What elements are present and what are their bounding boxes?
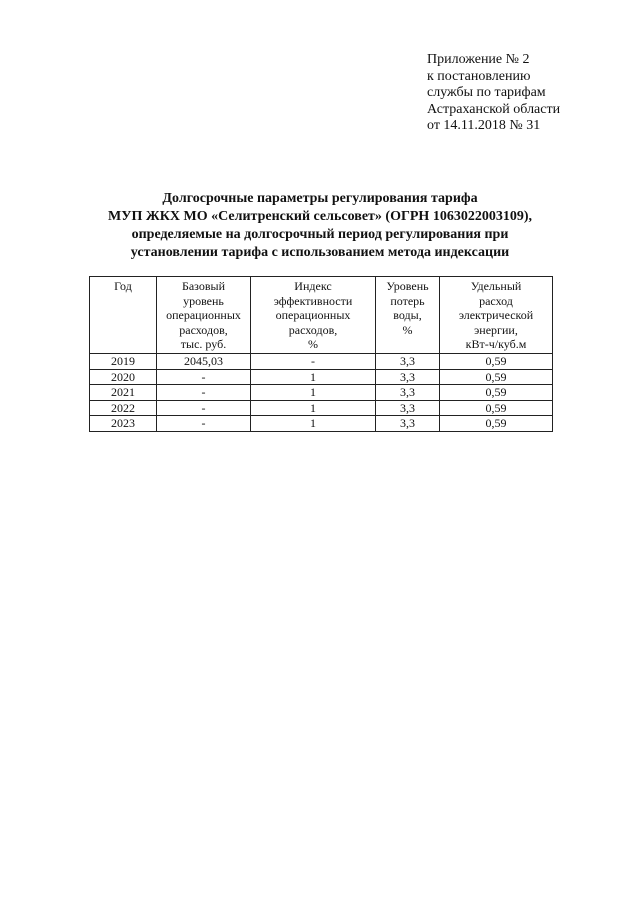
cell-year: 2019	[90, 354, 157, 370]
table-row	[90, 400, 553, 416]
table-header	[90, 277, 553, 354]
header-line: %	[402, 322, 413, 337]
appendix-line: к постановлению	[427, 68, 531, 84]
cell-water-loss: 3,3	[376, 385, 440, 401]
cell-energy-consumption: 0,59	[440, 385, 553, 401]
cell-water-loss: 3,3	[376, 416, 440, 432]
cell-efficiency-index: 1	[251, 369, 376, 385]
header-line: Год	[114, 279, 132, 293]
table-row	[90, 354, 553, 370]
table-row	[90, 385, 553, 401]
cell-base-opex: -	[157, 369, 251, 385]
header-line: %	[308, 337, 318, 351]
header-line: уровень	[183, 293, 224, 308]
header-row	[90, 277, 553, 354]
table-row	[90, 369, 553, 385]
title-line: Долгосрочные параметры регулирования тарифа	[162, 191, 478, 206]
header-line: Уровень	[386, 279, 429, 293]
title-line: МУП ЖКХ МО «Селитренский сельсовет» (ОГРН 1063022003109),	[108, 209, 532, 224]
header-line: операционных	[275, 308, 351, 322]
header-line: электрической	[458, 308, 534, 322]
table-body	[90, 354, 553, 432]
cell-year: 2023	[90, 416, 157, 432]
cell-water-loss: 3,3	[376, 369, 440, 385]
header-line: Базовый	[181, 279, 226, 293]
cell-base-opex: -	[157, 400, 251, 416]
cell-energy-consumption: 0,59	[440, 369, 553, 385]
cell-year: 2022	[90, 400, 157, 416]
header-line: Удельный	[470, 279, 522, 293]
cell-year: 2020	[90, 369, 157, 385]
appendix-reference	[427, 52, 560, 135]
header-line: Индекс	[294, 279, 332, 293]
header-line: энергии,	[474, 322, 518, 337]
cell-efficiency-index: 1	[251, 385, 376, 401]
cell-energy-consumption: 0,59	[440, 400, 553, 416]
cell-efficiency-index: 1	[251, 400, 376, 416]
title-line: установлении тарифа с использованием метода индексации	[130, 245, 510, 260]
header-line: расходов,	[179, 322, 228, 337]
appendix-line: Приложение № 2	[427, 52, 530, 67]
header-base-opex	[157, 277, 251, 354]
header-line: потерь	[390, 293, 425, 308]
cell-base-opex: 2045,03	[157, 354, 251, 370]
cell-water-loss: 3,3	[376, 354, 440, 370]
header-line: расход	[479, 293, 513, 308]
title-line: определяемые на долгосрочный период регулирования при	[131, 227, 509, 242]
cell-base-opex: -	[157, 385, 251, 401]
header-line: расходов,	[288, 322, 338, 337]
appendix-line: службы по тарифам	[427, 85, 546, 101]
header-line: тыс. руб.	[180, 337, 227, 351]
cell-energy-consumption: 0,59	[440, 354, 553, 370]
header-year	[90, 277, 157, 354]
appendix-line: Астраханской области	[427, 101, 561, 117]
cell-year: 2021	[90, 385, 157, 401]
cell-efficiency-index: -	[251, 354, 376, 370]
header-line: воды,	[393, 308, 422, 322]
header-energy-consumption	[440, 277, 553, 354]
cell-energy-consumption: 0,59	[440, 416, 553, 432]
cell-water-loss: 3,3	[376, 400, 440, 416]
cell-base-opex: -	[157, 416, 251, 432]
document-title	[100, 190, 540, 262]
header-line: операционных	[166, 308, 241, 322]
table-row	[90, 416, 553, 432]
cell-efficiency-index: 1	[251, 416, 376, 432]
parameters-table	[89, 276, 553, 432]
header-line: кВт-ч/куб.м	[465, 337, 527, 351]
header-line: эффективности	[273, 293, 353, 308]
header-water-loss	[376, 277, 440, 354]
appendix-line: от 14.11.2018 № 31	[427, 118, 541, 134]
header-efficiency-index	[251, 277, 376, 354]
